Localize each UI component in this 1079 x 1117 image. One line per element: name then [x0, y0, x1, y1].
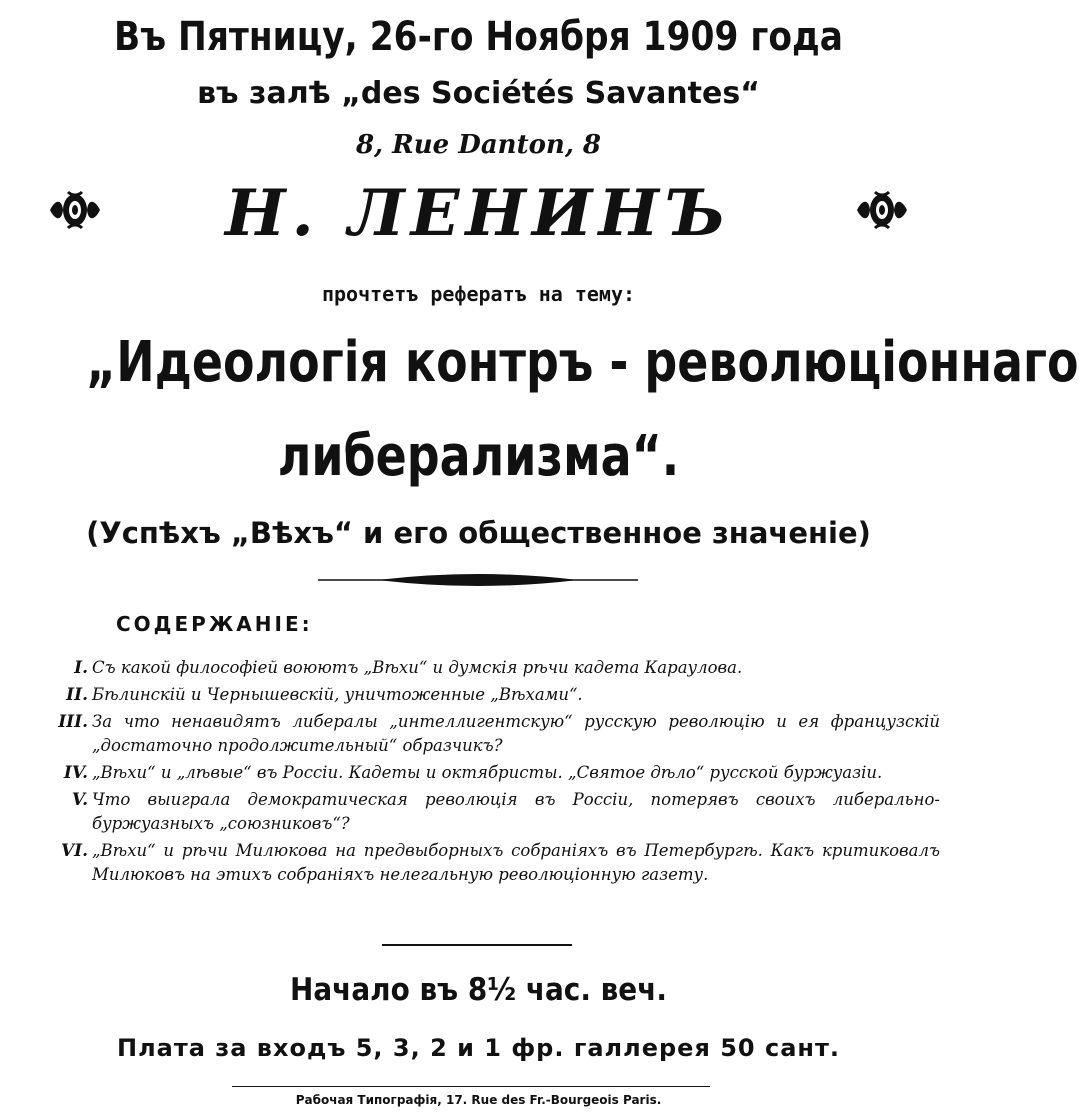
contents-item-text: „Вѣхи“ и рѣчи Милюкова на предвыборныхъ собраніяхъ въ Петербургѣ. Какъ критиковалъ Милюковъ на этихъ собраніяхъ нелегальную революціонную газету.	[92, 841, 940, 884]
start-time: Начало въ 8½ час. веч.	[290, 972, 667, 1008]
contents-item	[0, 788, 957, 836]
contents-item	[0, 839, 957, 887]
contents-item-text: Съ какой философіей воюютъ „Вѣхи“ и думскія рѣчи кадета Караулова.	[92, 658, 743, 677]
contents-item-number: IV.	[63, 763, 88, 783]
lecture-subtitle: (Успѣхъ „Вѣхъ“ и его общественное значеніе)	[86, 516, 871, 550]
admission-price: Плата за входъ 5, 3, 2 и 1 фр. галлерея 50 сант.	[116, 1034, 840, 1062]
speaker-name: Н. ЛЕНИНЪ	[224, 176, 733, 251]
contents-item-text: Бѣлинскій и Чернышевскій, уничтоженные „Вѣхами“.	[92, 685, 583, 704]
reads-lecture-text: прочтетъ рефератъ на тему:	[321, 282, 636, 306]
printer-imprint: Рабочая Типографія, 17. Rue des Fr.-Bourgeois Paris.	[295, 1093, 662, 1107]
event-date: Въ Пятницу, 26-го Ноября 1909 года	[114, 14, 843, 60]
contents-item-number: III.	[58, 712, 88, 732]
contents-item	[0, 761, 957, 785]
contents-item-number: VI.	[60, 841, 88, 861]
lecture-topic-line-1: „Идеологія контръ - революціоннаго	[86, 330, 1079, 395]
contents-item	[0, 683, 957, 707]
divider-rule	[382, 944, 572, 946]
ornamental-rule-icon	[318, 570, 638, 590]
contents-item	[0, 710, 957, 758]
contents-heading: СОДЕРЖАНІЕ:	[116, 612, 313, 636]
event-hall: въ залѣ „des Sociétés Savantes“	[197, 76, 760, 111]
contents-item-text: За что ненавидятъ либералы „интеллигентскую“ русскую революцію и ея французскій „достаточно продолжительный“ образчикъ?	[92, 712, 940, 755]
footer-rule	[232, 1086, 710, 1087]
fleuron-right-icon	[855, 188, 909, 232]
lecture-topic-line-2: либерализма“.	[277, 424, 680, 489]
contents-item	[0, 656, 957, 680]
event-address: 8, Rue Danton, 8	[355, 130, 602, 160]
contents-item-number: II.	[66, 685, 88, 705]
contents-item-text: Что выиграла демократическая революція въ Россіи, потерявъ своихъ либерально-буржуазныхъ „союзниковъ“?	[92, 790, 940, 833]
contents-item-text: „Вѣхи“ и „лѣвые“ въ Россіи. Кадеты и октябристы. „Святое дѣло“ русской буржуазіи.	[92, 763, 883, 782]
contents-list	[0, 656, 957, 887]
contents-item-number: I.	[74, 658, 88, 678]
contents-item-number: V.	[71, 790, 88, 810]
